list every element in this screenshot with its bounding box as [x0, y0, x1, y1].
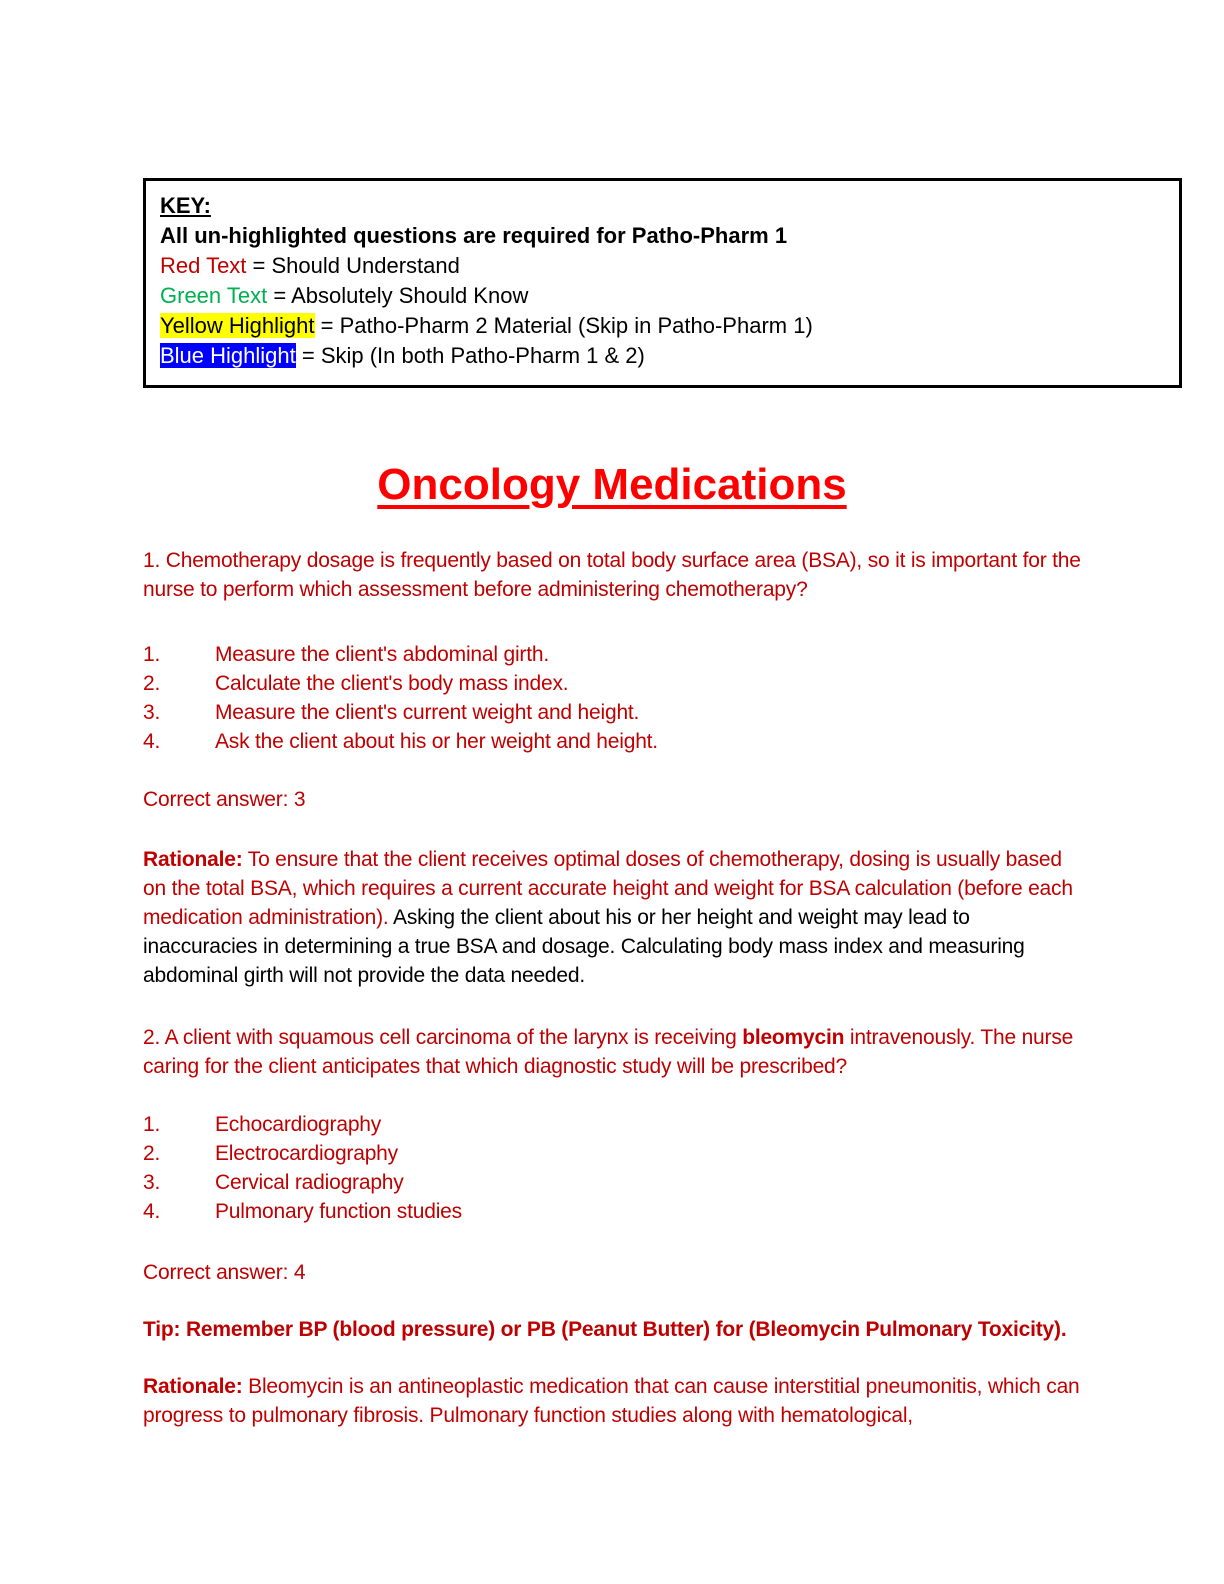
yellow-highlight-label: Yellow Highlight [160, 313, 315, 338]
question-1-option-3 [143, 698, 1081, 727]
blue-highlight-label: Blue Highlight [160, 343, 296, 368]
option-number: 1. [143, 1113, 161, 1136]
option-number: 3. [143, 701, 161, 724]
question-1-correct-answer: Correct answer: 3 [143, 788, 306, 811]
question-1: 1. Chemotherapy dosage is frequently based on total body surface area (BSA), so it is important for the nurse to perform which assessment before administering chemotherapy? [143, 549, 1081, 601]
question-2-option-3 [143, 1168, 1081, 1197]
question-2-correct-answer: Correct answer: 4 [143, 1261, 306, 1284]
option-number: 2. [143, 672, 161, 695]
green-text-label: Green Text [160, 283, 268, 308]
question-1-option-1 [143, 640, 1081, 669]
rationale-red-text: Bleomycin is an antineoplastic medication that can cause interstitial pneumonitis, which can progress to pulmonary fibrosis. Pulmonary function studies along with hematological, [143, 1375, 1080, 1427]
option-text: Cervical radiography [215, 1171, 404, 1194]
key-legend-red [160, 251, 1165, 281]
option-text: Echocardiography [215, 1113, 382, 1136]
question-2-option-2 [143, 1139, 1081, 1168]
rationale-red-text: To ensure that the client receives optimal doses of chemotherapy, dosing is usually based on the total BSA, which requires a current accurate height and weight for BSA calculation (before each medication administration). [143, 848, 1073, 929]
option-text: Measure the client's abdominal girth. [215, 643, 549, 666]
red-text-definition: = Should Understand [246, 253, 460, 278]
yellow-highlight-definition: = Patho-Pharm 2 Material (Skip in Patho-Pharm 1) [314, 313, 813, 338]
key-required-line: All un-highlighted questions are required for Patho-Pharm 1 [160, 223, 788, 248]
question-2-option-1 [143, 1110, 1081, 1139]
question-2 [143, 1023, 1081, 1081]
option-number: 4. [143, 730, 161, 753]
key-title: KEY: [160, 193, 211, 218]
question-2-drug-name: bleomycin [742, 1026, 845, 1049]
question-2-options [143, 1110, 1081, 1226]
question-2-text-before: 2. A client with squamous cell carcinoma of the larynx is receiving [143, 1026, 743, 1049]
option-number: 2. [143, 1142, 161, 1165]
key-title-line [160, 191, 1165, 221]
page-title [143, 458, 1081, 512]
key-box [143, 178, 1182, 388]
question-2-rationale [143, 1372, 1081, 1430]
option-text: Electrocardiography [215, 1142, 398, 1165]
option-text: Pulmonary function studies [215, 1200, 462, 1223]
blue-highlight-definition: = Skip (In both Patho-Pharm 1 & 2) [295, 343, 645, 368]
question-2-tip: Tip: Remember BP (blood pressure) or PB (Peanut Butter) for (Bleomycin Pulmonary Toxicity). [143, 1318, 1067, 1341]
question-1-options [143, 640, 1081, 756]
key-legend-blue [160, 341, 1165, 371]
option-text: Ask the client about his or her weight and height. [215, 730, 658, 753]
option-number: 1. [143, 643, 161, 666]
question-2-text-after: intravenously. The nurse caring for the client anticipates that which diagnostic study will be prescribed? [143, 1026, 1074, 1078]
rationale-black-text: Asking the client about his or her height and weight may lead to inaccuracies in determining a true BSA and dosage. Calculating body mass index and measuring abdominal girth will not provide the data needed. [143, 906, 1025, 987]
question-1-option-2 [143, 669, 1081, 698]
question-1-option-4 [143, 727, 1081, 756]
key-legend-yellow [160, 311, 1165, 341]
rationale-label: Rationale: [143, 848, 243, 871]
option-number: 3. [143, 1171, 161, 1194]
key-legend-green [160, 281, 1165, 311]
option-text: Measure the client's current weight and height. [215, 701, 640, 724]
option-text: Calculate the client's body mass index. [215, 672, 569, 695]
option-number: 4. [143, 1200, 161, 1223]
question-2-option-4 [143, 1197, 1081, 1226]
green-text-definition: = Absolutely Should Know [267, 283, 529, 308]
page-title-text: Oncology Medications [377, 460, 847, 509]
question-1-rationale [143, 845, 1081, 990]
red-text-label: Red Text [160, 253, 247, 278]
rationale-label: Rationale: [143, 1375, 243, 1398]
